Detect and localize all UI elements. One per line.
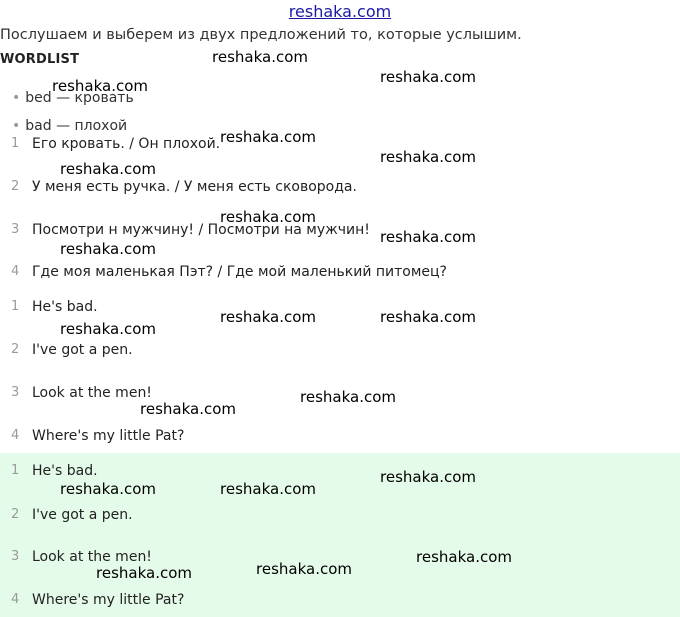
watermark: reshaka.com xyxy=(380,68,476,86)
answer-list xyxy=(0,453,680,617)
watermark: reshaka.com xyxy=(220,208,316,226)
item-number: 3 xyxy=(11,222,20,237)
item-text: I've got a pen. xyxy=(32,342,133,358)
item-text: Look at the men! xyxy=(32,549,152,565)
watermark: reshaka.com xyxy=(300,388,396,406)
item-number: 3 xyxy=(11,549,20,564)
watermark: reshaka.com xyxy=(60,240,156,258)
wordlist-heading: WORDLIST xyxy=(0,52,80,67)
item-number: 1 xyxy=(11,463,20,478)
watermark: reshaka.com xyxy=(380,228,476,246)
item-number: 3 xyxy=(11,385,20,400)
item-text: Look at the men! xyxy=(32,385,152,401)
watermark: reshaka.com xyxy=(380,468,476,486)
item-number: 4 xyxy=(11,592,20,607)
item-number: 2 xyxy=(11,342,20,357)
item-number: 1 xyxy=(11,299,20,314)
item-text: Посмотри н мужчину! / Посмотри на мужчин! xyxy=(32,222,370,238)
item-number: 1 xyxy=(11,136,20,151)
watermark: reshaka.com xyxy=(60,320,156,338)
watermark: reshaka.com xyxy=(416,548,512,566)
item-text: Его кровать. / Он плохой. xyxy=(32,136,221,152)
watermark: reshaka.com xyxy=(60,160,156,178)
wordlist-item-text: bed — кровать xyxy=(25,90,134,106)
wordlist-item-text: bad — плохой xyxy=(25,118,128,134)
wordlist-item xyxy=(12,118,128,134)
russian-options-list xyxy=(0,128,680,288)
item-text: He's bad. xyxy=(32,463,98,479)
watermark: reshaka.com xyxy=(256,560,352,578)
watermark: reshaka.com xyxy=(60,480,156,498)
bullet-icon: • xyxy=(12,90,21,106)
item-text: I've got a pen. xyxy=(32,507,133,523)
item-number: 2 xyxy=(11,507,20,522)
watermark: reshaka.com xyxy=(140,400,236,418)
item-text: He's bad. xyxy=(32,299,98,315)
instruction-text: Послушаем и выберем из двух предложений то, которые услышим. xyxy=(0,27,522,43)
item-text: У меня есть ручка. / У меня есть сковорода. xyxy=(32,179,357,195)
item-number: 2 xyxy=(11,179,20,194)
watermark: reshaka.com xyxy=(380,308,476,326)
watermark: reshaka.com xyxy=(220,308,316,326)
item-number: 4 xyxy=(11,264,20,279)
watermark: reshaka.com xyxy=(96,564,192,582)
item-number: 4 xyxy=(11,428,20,443)
item-text: Где моя маленькая Пэт? / Где мой маленький питомец? xyxy=(32,264,447,280)
watermark: reshaka.com xyxy=(220,128,316,146)
english-options-list xyxy=(0,292,680,452)
bullet-icon: • xyxy=(12,118,21,134)
watermark: reshaka.com xyxy=(212,48,308,66)
item-text: Where's my little Pat? xyxy=(32,428,185,444)
item-text: Where's my little Pat? xyxy=(32,592,185,608)
watermark: reshaka.com xyxy=(52,77,148,95)
site-header-link[interactable]: reshaka.com xyxy=(288,2,392,21)
watermark: reshaka.com xyxy=(220,480,316,498)
watermark: reshaka.com xyxy=(380,148,476,166)
